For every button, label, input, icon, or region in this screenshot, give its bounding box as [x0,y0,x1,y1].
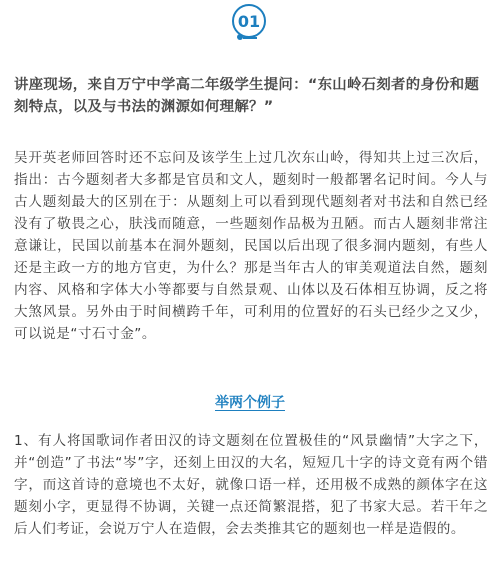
badge-line-ornament [243,37,257,39]
section-heading-text: 举两个例子 [215,395,285,411]
section-number-badge [0,4,500,44]
example-paragraph: 1、有人将国歌词作者田汉的诗文题刻在位置极佳的“风景幽情”大字之下，并“创造”了书法“岑”字，还刻上田汉的大名，短短几十字的诗文竟有两个错字，而这首诗的意境也不太好，就像口语一样，还用极不成熟的颜体字在这题刻小字，更显得不协调，关键一点还简繁混搭，犯了书家大忌。若干年之后人们考证，会说万宁人在造假，会去类推其它的题刻也一样是造假的。 [14,433,488,537]
student-question: 讲座现场，来自万宁中学高二年级学生提问：“东山岭石刻者的身份和题刻特点，以及与书法的渊源如何理解？” [14,77,480,115]
answer-paragraph: 吴开英老师回答时还不忘问及该学生上过几次东山岭，得知共上过三次后，指出：古今题刻者大多都是官员和文人，题刻时一般都署名记时间。今人与古人题刻最大的区别在于：从题刻上可以看到现代题刻者对书法和自然已经没有了敬畏之心，肤浅而随意，一些题刻作品极为丑陋。而古人题刻非常注意谦让，民国以前基本在洞外题刻，民国以后出现了很多洞内题刻，有些人还是主政一方的地方官吏，为什么？那是当年古人的审美观道法自然，题刻内容、风格和字体大小等都要与自然景观、山体以及石体相互协调，反之将大煞风景。另外由于时间横跨千年，可利用的位置好的石头已经少之又少，可以说是“寸石寸金”。 [14,150,488,342]
badge-circle: 01 [232,4,266,38]
section-heading [0,392,500,412]
